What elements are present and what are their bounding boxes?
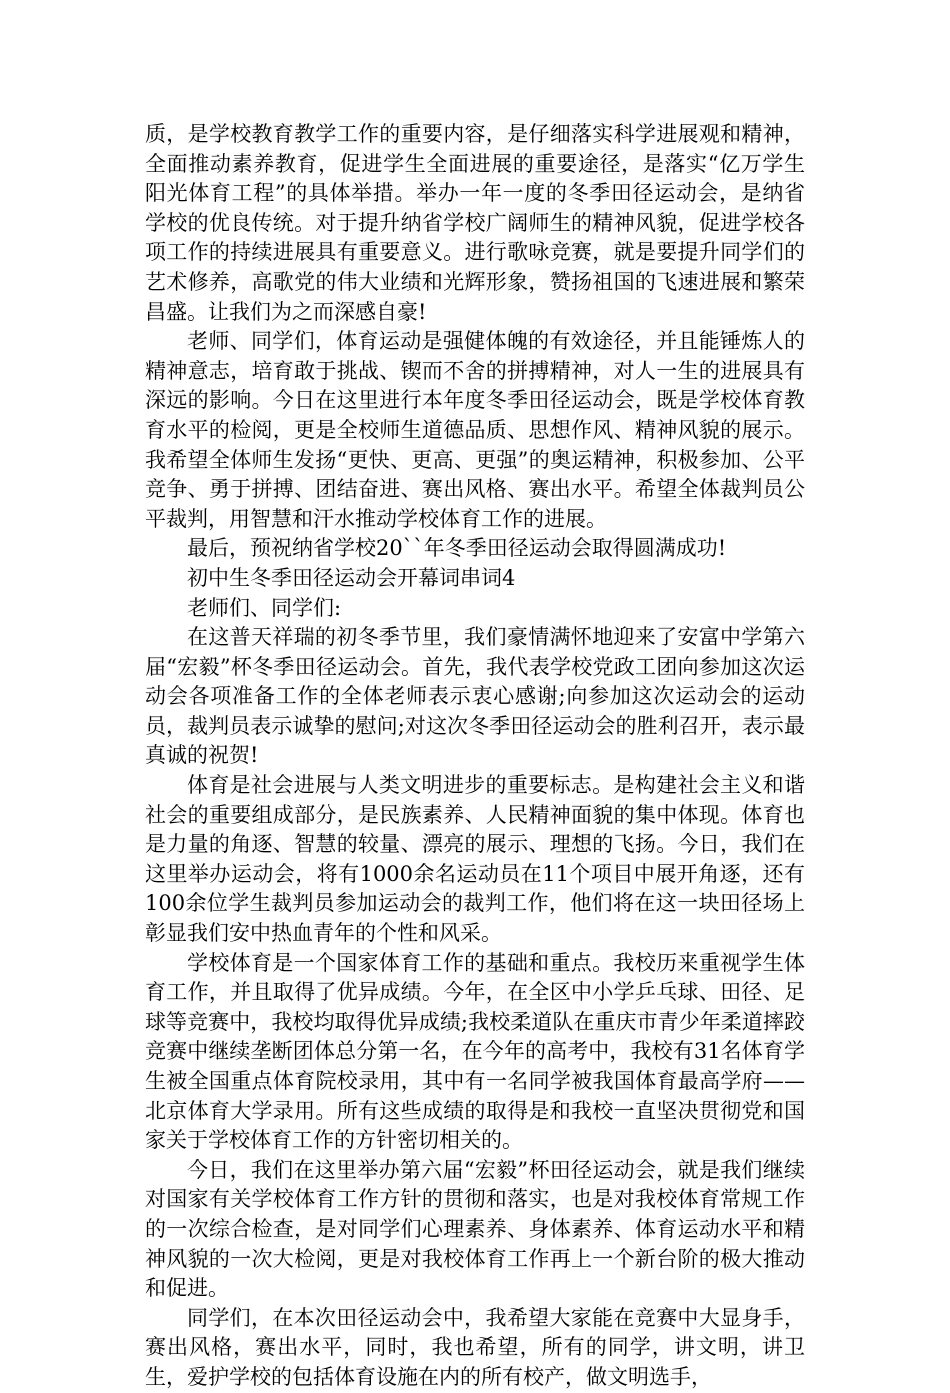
paragraph-3: 最后，预祝纳省学校20``年冬季田径运动会取得圆满成功! [187, 536, 727, 561]
paragraph-2: 老师、同学们，体育运动是强健体魄的有效途径，并且能锤炼人的精神意志，培育敢于挑战、锲而不舍的拼搏精神，对人一生的进展具有深远的影响。今日在这里进行本年度冬季田径运动会，既是学校体育教育水平的检阅，更是全校师生道德品质、思想作风、精神风貌的展示。我希望全体师生发扬“更快、更高、更强”的奥运精神，积极参加、公平竞争、勇于拼搏、团结奋进、赛出风格、赛出水平。希望全体裁判员公平裁判，用智慧和汗水推动学校体育工作的进展。 [145, 329, 805, 531]
paragraph-8: 学校体育是一个国家体育工作的基础和重点。我校历来重视学生体育工作，并且取得了优异成绩。今年，在全区中小学乒乓球、田径、足球等竞赛中，我校均取得优异成绩;我校柔道队在重庆市青少年柔道摔跤竞赛中继续垄断团体总分第一名，在今年的高考中，我校有31名体育学生被全国重点体育院校录用，其中有一名同学被我国体育最高学府——北京体育大学录用。所有这些成绩的取得是和我校一直坚决贯彻党和国家关于学校体育工作的方针密切相关的。 [145, 950, 805, 1153]
salutation: 老师们、同学们: [187, 595, 342, 620]
paragraph-7: 体育是社会进展与人类文明进步的重要标志。是构建社会主义和谐社会的重要组成部分，是民族素养、人民精神面貌的集中体现。体育也是力量的角逐、智慧的较量、漂亮的展示、理想的飞扬。今日，我们在这里举办运动会，将有1000余名运动员在11个项目中展开角逐，还有100余位学生裁判员参加运动会的裁判工作，他们将在这一块田径场上彰显我们安中热血青年的个性和风采。 [145, 773, 805, 946]
paragraph-1: 质，是学校教育教学工作的重要内容，是仔细落实科学进展观和精神，全面推动素养教育，促进学生全面进展的重要途径，是落实“亿万学生阳光体育工程”的具体举措。举办一年一度的冬季田径运动会，是纳省学校的优良传统。对于提升纳省学校广阔师生的精神风貌，促进学校各项工作的持续进展具有重要意义。进行歌咏竞赛，就是要提升同学们的艺术修养，高歌党的伟大业绩和光辉形象，赞扬祖国的飞速进展和繁荣昌盛。让我们为之而深感自豪! [145, 122, 805, 324]
paragraph-6: 在这普天祥瑞的初冬季节里，我们豪情满怀地迎来了安富中学第六届“宏毅”杯冬季田径运动会。首先，我代表学校党政工团向参加这次运动会各项准备工作的全体老师表示衷心感谢;向参加这次运动会的运动员，裁判员表示诚挚的慰问;对这次冬季田径运动会的胜利召开，表示最真诚的祝贺! [145, 625, 805, 768]
paragraph-9: 今日，我们在这里举办第六届“宏毅”杯田径运动会，就是我们继续对国家有关学校体育工作方针的贯彻和落实，也是对我校体育常规工作的一次综合检查，是对同学们心理素养、身体素养、体育运动水平和精神风貌的一次大检阅，更是对我校体育工作再上一个新台阶的极大推动和促进。 [145, 1157, 805, 1301]
section-heading: 初中生冬季田径运动会开幕词串词4 [187, 565, 516, 590]
document-page [145, 120, 805, 1393]
paragraph-10: 同学们，在本次田径运动会中，我希望大家能在竞赛中大显身手，赛出风格，赛出水平，同时，我也希望，所有的同学，讲文明，讲卫生，爱护学校的包括体育设施在内的所有校产，做文明选手， [145, 1305, 805, 1389]
